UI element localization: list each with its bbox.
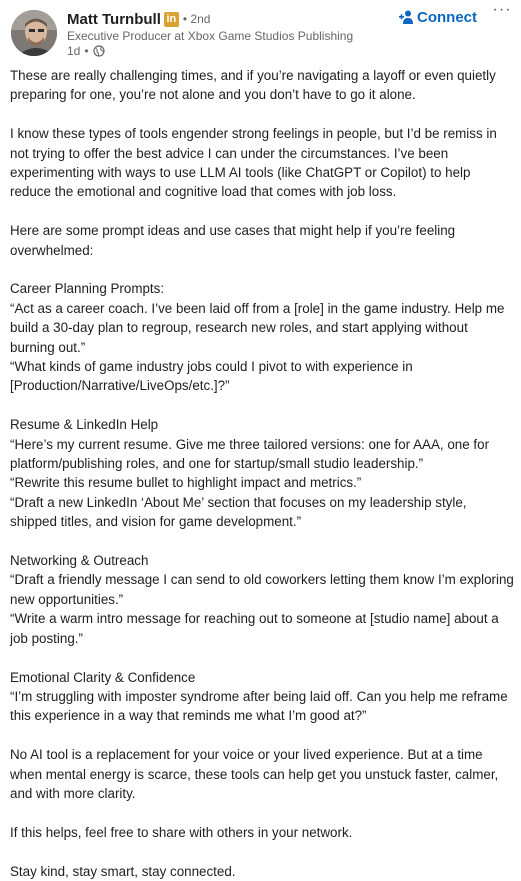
prompt-item: “I’m struggling with imposter syndrome after being laid off. Can you help me reframe this experience in a way that reminds me what I’m good at?” bbox=[10, 688, 508, 724]
section-title: Emotional Clarity & Confidence bbox=[10, 669, 196, 685]
post-header bbox=[0, 0, 521, 64]
prompt-item: “Write a warm intro message for reaching out to someone at [studio name] about a job posting.” bbox=[10, 611, 499, 646]
meta-separator: • bbox=[84, 44, 89, 58]
post-body bbox=[10, 66, 515, 881]
connection-degree: • 2nd bbox=[182, 12, 211, 26]
prompt-item: “Here’s my current resume. Give me three tailored versions: one for AAA, one for platform/publishing roles, and one for startup/small studio leadership.” bbox=[10, 436, 490, 472]
section-title: Networking & Outreach bbox=[10, 553, 149, 569]
post-paragraph: No AI tool is a replacement for your voice or your lived experience. But at a time when mental energy is scarce, these tools can help get you unstuck faster, calmer, and with more clarity. bbox=[10, 747, 499, 801]
post-time: 1d bbox=[67, 44, 81, 58]
avatar-photo bbox=[11, 10, 57, 56]
post-paragraph: Here are some prompt ideas and use cases that might help if you’re feeling overwhelmed: bbox=[10, 223, 456, 258]
post-paragraph: If this helps, feel free to share with others in your network. bbox=[10, 824, 353, 840]
prompt-item: “Rewrite this resume bullet to highlight impact and metrics.” bbox=[10, 475, 362, 491]
author-avatar[interactable] bbox=[11, 10, 57, 56]
prompt-item: “Act as a career coach. I’ve been laid off from a [role] in the game industry. Help me build a 30-day plan to regroup, research new roles, and start applying without burning out.” bbox=[10, 300, 505, 355]
post-paragraph: I know these types of tools engender strong feelings in people, but I’d be remiss in not trying to offer the best advice I can under the circumstances. I’ve been experimenting with ways to use LLM AI tools (like ChatGPT or Copilot) to help reduce the emotional and cognitive load that comes with job loss. bbox=[10, 126, 497, 200]
premium-badge-icon: in bbox=[164, 12, 179, 27]
author-headline: Executive Producer at Xbox Game Studios Publishing bbox=[67, 29, 354, 43]
author-name[interactable]: Matt Turnbull bbox=[67, 10, 161, 28]
prompt-item: “What kinds of game industry jobs could I pivot to with experience in [Production/Narrative/LiveOps/etc.]?” bbox=[10, 359, 413, 394]
post-meta bbox=[67, 44, 105, 58]
author-name-row bbox=[67, 9, 210, 29]
connect-button[interactable] bbox=[398, 6, 477, 28]
more-options-button[interactable]: ··· bbox=[492, 1, 512, 18]
post-paragraph: These are really challenging times, and if you’re navigating a layoff or even quietly preparing for one, you’re not alone and you don’t have to go it alone. bbox=[10, 68, 496, 103]
prompt-item: “Draft a new LinkedIn ‘About Me’ section that focuses on my leadership style, shipped titles, and vision for game development.” bbox=[10, 494, 467, 530]
section-title: Resume & LinkedIn Help bbox=[10, 417, 159, 433]
post-paragraph: Stay kind, stay smart, stay connected. bbox=[10, 863, 236, 879]
globe-icon bbox=[93, 45, 105, 57]
section-title: Career Planning Prompts: bbox=[10, 281, 165, 297]
connect-label: Connect bbox=[417, 8, 477, 26]
add-person-icon bbox=[398, 9, 414, 25]
prompt-item: “Draft a friendly message I can send to old coworkers letting them know I’m exploring new opportunities.” bbox=[10, 572, 514, 607]
